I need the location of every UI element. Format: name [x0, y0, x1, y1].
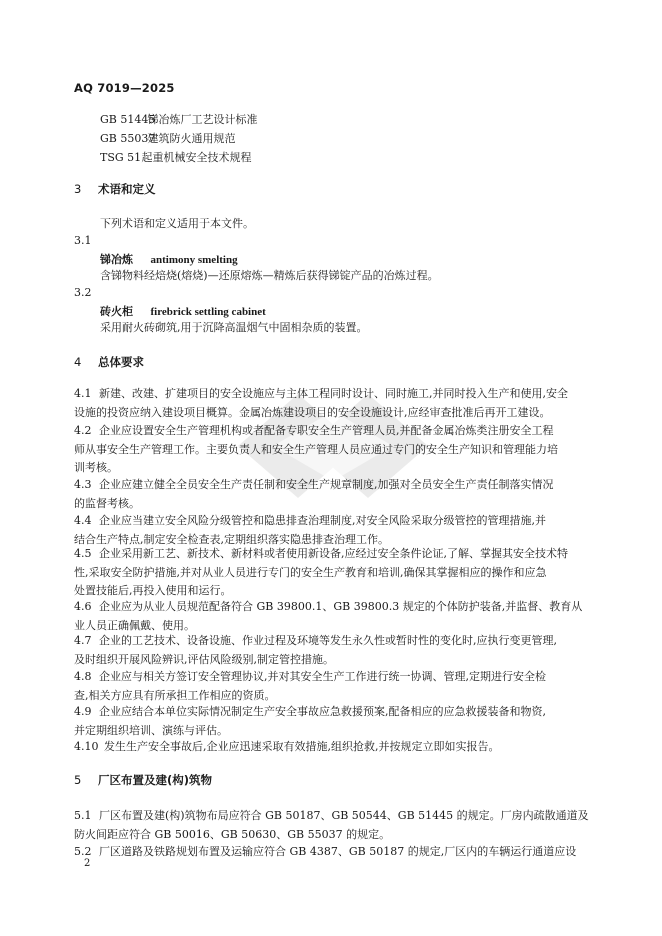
clause-text: 企业应当建立安全风险分级管控和隐患排查治理制度,对安全风险采取分级管控的管理措施,并	[99, 514, 546, 527]
section-number: 5	[74, 773, 82, 787]
term-english: firebrick settling cabinet	[150, 306, 266, 318]
section-title: 术语和定义	[98, 182, 156, 196]
page-number: 2	[84, 858, 91, 869]
section-number: 3	[74, 182, 82, 196]
clause-4-5	[74, 545, 590, 601]
clause-text: 企业应建立健全全员安全生产责任制和安全生产规章制度,加强对全员安全生产责任制落实情况	[99, 478, 554, 491]
term-entry	[100, 251, 238, 267]
reference-title: 锑冶炼厂工艺设计标准	[147, 113, 258, 126]
clause-text: 的监督考核。	[74, 496, 140, 510]
clause-4-6	[74, 598, 590, 635]
reference-item	[100, 111, 258, 127]
reference-code: GB 55037	[100, 132, 156, 145]
clause-text: 结合生产特点,制定安全检查表,定期组织落实隐患排查治理工作。	[74, 532, 389, 546]
clause-5-2	[74, 843, 590, 862]
section-heading	[74, 772, 212, 788]
reference-code: TSG 51	[100, 151, 142, 164]
clause-number: 4.3	[74, 478, 92, 491]
clause-number: 5.1	[74, 809, 92, 822]
section-title: 总体要求	[98, 355, 145, 369]
clause-4-9	[74, 703, 590, 740]
clause-text: 业人员正确佩戴、使用。	[74, 618, 195, 632]
standard-code-header: AQ 7019—2025	[74, 81, 175, 95]
clause-number: 4.8	[74, 670, 92, 683]
reference-title: 建筑防火通用规范	[147, 132, 236, 145]
clause-number: 4.9	[74, 705, 92, 718]
clause-number: 4.4	[74, 514, 92, 527]
clause-text: 企业采用新工艺、新技术、新材料或者使用新设备,应经过安全条件论证,了解、掌握其安全技术特	[99, 547, 568, 560]
clause-text: 新建、改建、扩建项目的安全设施应与主体工程同时设计、同时施工,并同时投入生产和使用,安全	[99, 387, 568, 400]
clause-text: 设施的投资应纳入建设项目概算。金属冶炼建设项目的安全设施设计,应经审查批准后再开工建设。	[74, 405, 551, 419]
term-english: antimony smelting	[150, 254, 238, 266]
clause-number: 4.6	[74, 600, 92, 613]
clause-number: 4.2	[74, 424, 92, 437]
clause-4-3	[74, 476, 590, 513]
term-chinese: 砖火柜	[100, 305, 133, 318]
clause-text: 处置技能后,再投入使用和运行。	[74, 584, 232, 598]
clause-text: 厂区道路及铁路规划布置及运输应符合 GB 4387、GB 50187 的规定,厂区内的车辆运行通道应设	[99, 845, 577, 858]
term-chinese: 锑冶炼	[100, 253, 133, 266]
clause-text: 企业应为从业人员规范配备符合 GB 39800.1、GB 39800.3 规定的个体防护装备,并监督、教育从	[99, 600, 583, 613]
clause-number: 4.5	[74, 547, 92, 560]
section-heading	[74, 354, 144, 370]
reference-item	[100, 149, 252, 165]
clause-text: 厂区布置及建(构)筑物布局应符合 GB 50187、GB 50544、GB 51445 的规定。厂房内疏散通道及	[99, 809, 589, 822]
clause-number: 4.10	[74, 740, 99, 753]
clause-text: 企业应结合本单位实际情况制定生产安全事故应急救援预案,配备相应的应急救援装备和物资,	[99, 705, 546, 718]
clause-number: 5.2	[74, 845, 92, 858]
clause-4-10	[74, 738, 590, 757]
term-number: 3.2	[74, 286, 92, 299]
section-number: 4	[74, 355, 82, 369]
clause-text: 企业应与相关方签订安全管理协议,并对其安全生产工作进行统一协调、管理,定期进行安全检	[99, 670, 546, 683]
clause-number: 4.1	[74, 387, 92, 400]
clause-text: 发生生产安全事故后,企业应迅速采取有效措施,组织抢救,并按规定立即如实报告。	[104, 740, 500, 753]
term-definition: 采用耐火砖砌筑,用于沉降高温烟气中固相杂质的装置。	[100, 321, 368, 334]
clause-5-1	[74, 807, 590, 844]
clause-text: 并定期组织培训、演练与评估。	[74, 723, 228, 737]
clause-text: 师从事安全生产管理工作。主要负责人和安全生产管理人员应通过专门的安全生产知识和管理能力培	[74, 442, 558, 456]
clause-4-7	[74, 632, 590, 669]
section-intro: 下列术语和定义适用于本文件。	[100, 217, 254, 230]
section-heading	[74, 181, 156, 197]
section-title: 厂区布置及建(构)筑物	[98, 773, 213, 787]
term-number: 3.1	[74, 234, 92, 247]
reference-title: 起重机械安全技术规程	[141, 151, 252, 164]
clause-4-8	[74, 668, 590, 705]
clause-4-1	[74, 385, 590, 422]
clause-text: 企业的工艺技术、设备设施、作业过程及环境等发生永久性或暂时性的变化时,应执行变更管理,	[99, 634, 557, 647]
clause-text: 查,相关方应具有所承担工作相应的资质。	[74, 688, 276, 702]
term-definition: 含锑物料经焙烧(熔烧)—还原熔炼—精炼后获得锑锭产品的冶炼过程。	[100, 269, 439, 282]
clause-text: 训考核。	[74, 461, 118, 475]
reference-item	[100, 130, 236, 146]
clause-text: 企业应设置安全生产管理机构或者配备专职安全生产管理人员,并配备金属冶炼类注册安全工程	[99, 424, 554, 437]
term-entry	[100, 303, 266, 319]
clause-text: 防火间距应符合 GB 50016、GB 50630、GB 55037 的规定。	[74, 827, 391, 841]
clause-text: 性,采取安全防护措施,并对从业人员进行专门的安全生产教育和培训,确保其掌握相应的操作和应急	[74, 565, 547, 579]
clause-4-2	[74, 422, 590, 478]
clause-4-4	[74, 512, 590, 549]
clause-text: 及时组织开展风险辨识,评估风险级别,制定管控措施。	[74, 652, 334, 666]
clause-number: 4.7	[74, 634, 92, 647]
reference-code: GB 51445	[100, 113, 156, 126]
